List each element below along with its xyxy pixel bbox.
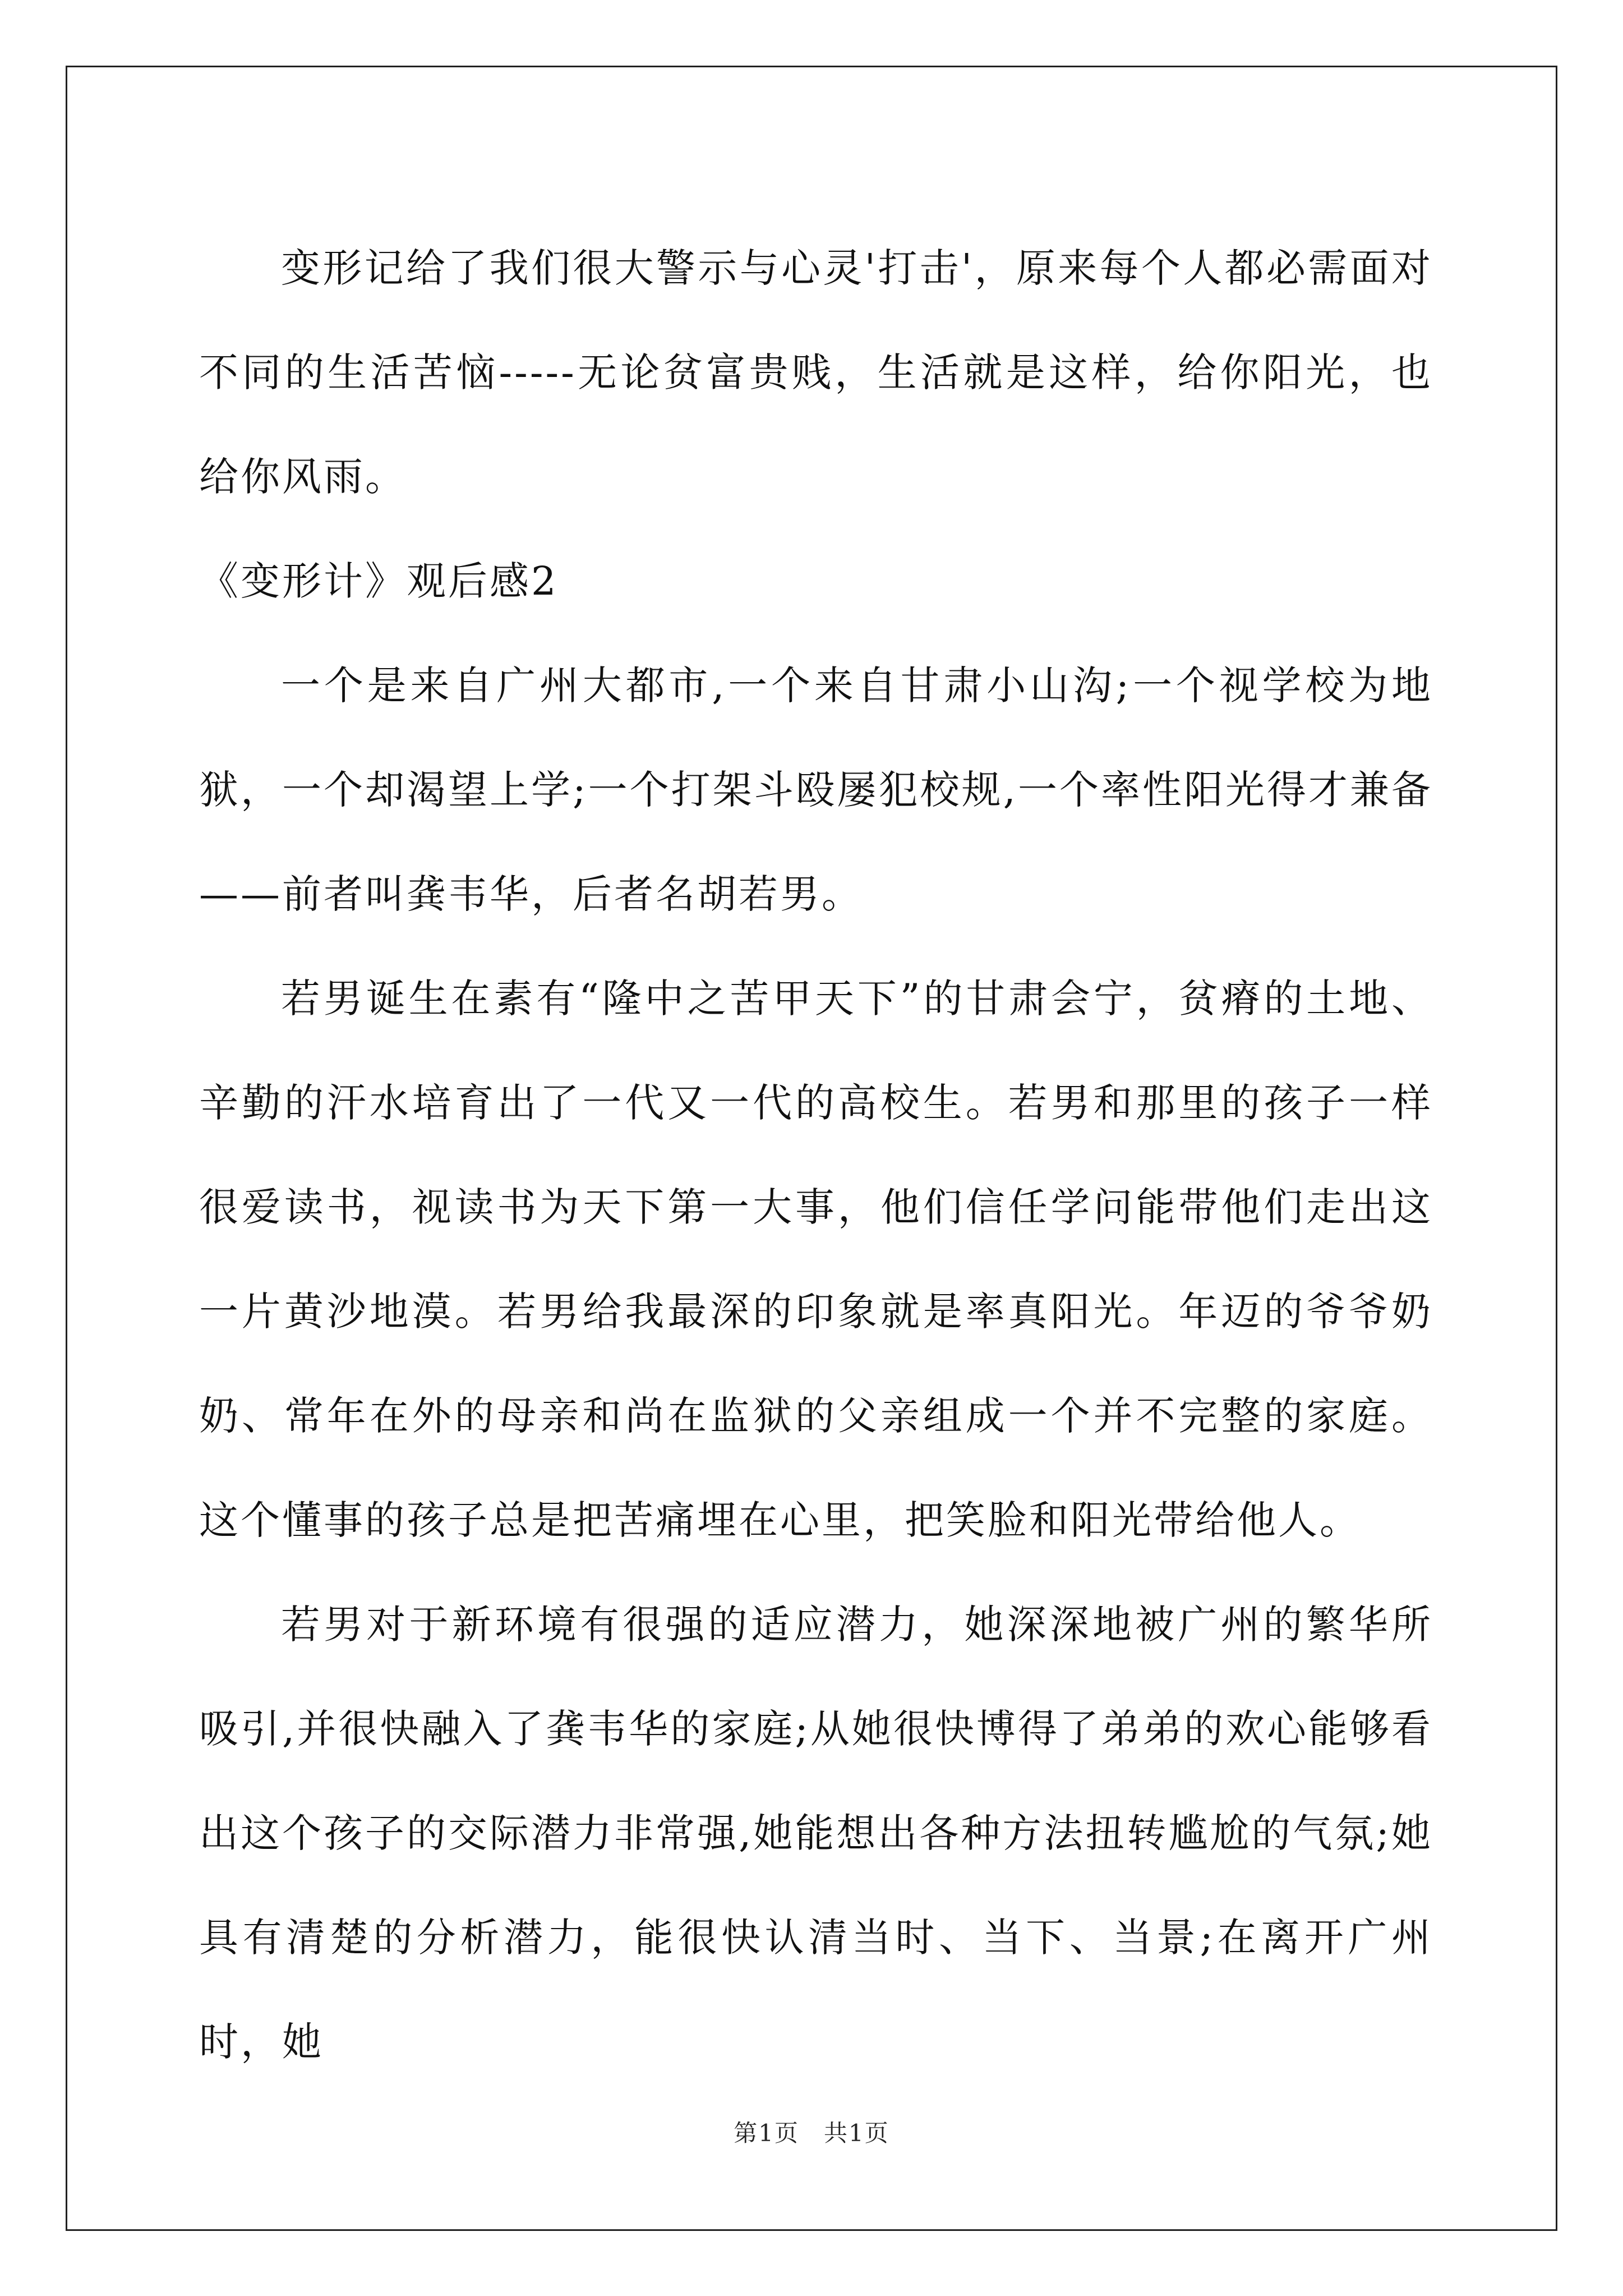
section-heading: 《变形计》观后感2 [199,558,559,604]
paragraph: 变形记给了我们很大警示与心灵'打击'，原来每个人都必需面对不同的生活苦恼-----无论贫富贵贱，生活就是这样，给你阳光，也给你风雨。 [199,245,1433,500]
document-body [199,216,1433,2094]
paragraph: 若男诞生在素有“隆中之苦甲天下”的甘肃会宁，贫瘠的土地、辛勤的汗水培育出了一代又一代的高校生。若男和那里的孩子一样很爱读书，视读书为天下第一大事，他们信任学问能带他们走出这一片黄沙地漠。若男给我最深的印象就是率真阳光。年迈的爷爷奶奶、常年在外的母亲和尚在监狱的父亲组成一个并不完整的家庭。这个懂事的孩子总是把苦痛埋在心里，把笑脸和阳光带给他人。 [199,976,1433,1543]
page-footer: 第1页 共1页 [734,2119,889,2147]
paragraph: 若男对于新环境有很强的适应潜力，她深深地被广州的繁华所吸引,并很快融入了龚韦华的家庭;从她很快博得了弟弟的欢心能够看出这个孩子的交际潜力非常强,她能想出各种方法扭转尴尬的气氛;她具有清楚的分析潜力，能很快认清当时、当下、当景;在离开广州时，她 [199,1602,1433,2065]
paragraph: 一个是来自广州大都市,一个来自甘肃小山沟;一个视学校为地狱，一个却渴望上学;一个打架斗殴屡犯校规,一个率性阳光得才兼备——前者叫龚韦华，后者名胡若男。 [199,662,1433,917]
